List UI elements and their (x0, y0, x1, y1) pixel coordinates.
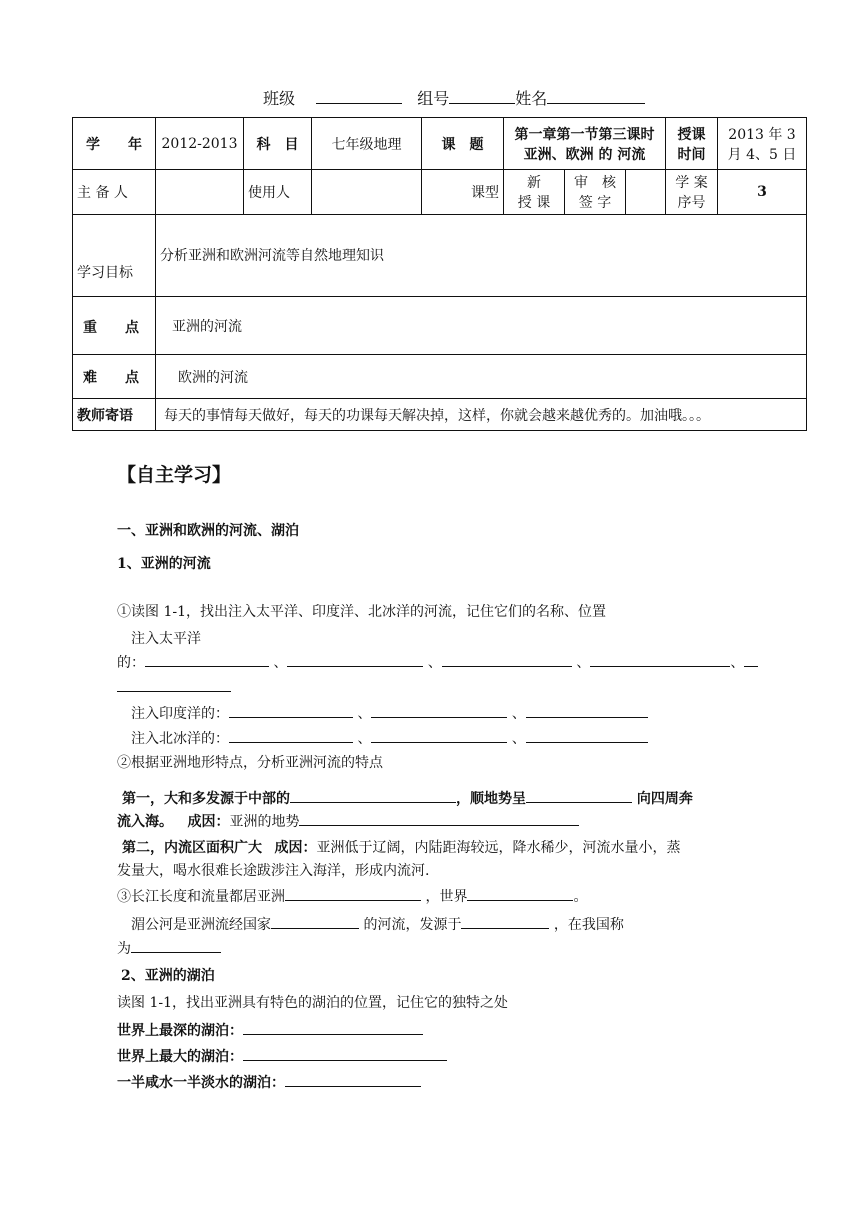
pacific-blank-5-cont[interactable] (117, 677, 231, 692)
subject-value: 七年级地理 (312, 118, 422, 170)
review-value[interactable] (626, 170, 666, 214)
objective-label: 学习目标 (73, 215, 156, 297)
user-label: 使用人 (244, 170, 312, 215)
difficulty-label: 难 点 (73, 355, 156, 399)
mekong-countries-blank[interactable] (271, 914, 359, 929)
lake-2-label: 世界上最大的湖泊： (117, 1049, 243, 1065)
mekong-china-name-blank[interactable] (131, 938, 221, 953)
lake-2-blank[interactable] (243, 1046, 447, 1061)
question-2: ②根据亚洲地形特点，分析亚洲河流的特点 (117, 755, 383, 771)
feature-1-blank-1[interactable] (290, 788, 456, 803)
separator: 、 (357, 706, 372, 722)
pacific-line (117, 652, 758, 672)
preparer-label: 主 备 人 (73, 170, 156, 215)
lake-1-line (117, 1020, 423, 1040)
pacific-blank-1[interactable] (145, 652, 269, 667)
mekong-text-a: 湄公河是亚洲流经国家 (131, 917, 271, 933)
teach-time-value-line2: 月 4、5 日 (727, 146, 797, 163)
name-blank[interactable] (547, 89, 645, 104)
table-row (73, 215, 807, 297)
plan-no-label-line2: 序号 (677, 195, 706, 211)
pacific-blank-5[interactable] (744, 652, 758, 667)
feature-1-text-c: 向四周奔 (636, 791, 693, 807)
separator: 、 (576, 655, 591, 671)
mekong-source-blank[interactable] (461, 914, 549, 929)
feature-1-text-d: 流入海。 (117, 814, 173, 830)
separator: 、 (730, 655, 745, 671)
teacher-msg-value: 每天的事情每天做好，每天的功课每天解决掉，这样，你就会越来越优秀的。加油哦。。。 (156, 399, 807, 431)
topic-value (504, 118, 666, 170)
question-3-text-c: 。 (573, 889, 588, 905)
mekong-line (131, 914, 624, 934)
feature-1-line (122, 788, 693, 808)
teach-time-label-line1: 授课 (677, 126, 706, 143)
lake-3-line (117, 1072, 421, 1092)
feature-2-text-1: 亚洲低于辽阔，内陆距海较远，降水稀少，河流水量小，蒸 (316, 840, 681, 856)
review-label (565, 170, 626, 214)
key-value: 亚洲的河流 (156, 297, 807, 355)
lesson-type-value-line1: 新 (527, 175, 541, 191)
heading-rivers-lakes: 一、亚洲和欧洲的河流、湖泊 (117, 523, 299, 539)
review-label-line2: 签 字 (578, 195, 612, 211)
pacific-blank-2[interactable] (287, 652, 423, 667)
objective-value: 分析亚洲和欧洲河流等自然地理知识 (156, 215, 807, 297)
pacific-blank-4[interactable] (590, 652, 730, 667)
feature-2-line (122, 837, 680, 857)
arctic-blank-1[interactable] (229, 728, 353, 743)
separator: 、 (357, 731, 372, 747)
feature-1-cause-text: 亚洲的地势 (229, 814, 300, 830)
plan-no-label (666, 170, 718, 215)
difficulty-value: 欧洲的河流 (156, 355, 807, 399)
lake-2-line (117, 1046, 447, 1066)
separator: 、 (273, 655, 288, 671)
lesson-type-value-line2: 授 课 (517, 195, 551, 211)
plan-no-label-line1: 学 案 (675, 175, 708, 191)
pacific-label-b: 的： (117, 655, 145, 671)
feature-2-text-a: 第二，内流区面积广大 (122, 840, 262, 856)
name-label: 姓名 (515, 89, 548, 108)
heading-asia-lakes: 2、亚洲的湖泊 (121, 968, 215, 984)
indian-label: 注入印度洋的： (131, 706, 229, 722)
lake-1-label: 世界上最深的湖泊： (117, 1023, 243, 1039)
inner-table (504, 170, 665, 214)
topic-value-line1: 第一章第一节第三课时 (514, 126, 655, 143)
topic-value-line2: 亚洲、欧洲 的 河流 (523, 146, 646, 163)
arctic-label: 注入北冰洋的： (131, 731, 229, 747)
group-blank[interactable] (449, 89, 515, 104)
lake-3-blank[interactable] (285, 1072, 421, 1087)
arctic-blank-2[interactable] (371, 728, 507, 743)
feature-2-cause-label: 成因： (274, 840, 317, 856)
indian-blank-2[interactable] (371, 703, 507, 718)
table-row (73, 399, 807, 431)
question-4: 读图 1-1，找出亚洲具有特色的湖泊的位置，记住它的独特之处 (117, 995, 508, 1011)
subject-label: 科 目 (244, 118, 312, 170)
mekong-text-c: ，在我国称 (553, 917, 624, 933)
question-3-text-b: ，世界 (425, 889, 468, 905)
teacher-msg-label: 教师寄语 (73, 399, 156, 431)
class-blank[interactable] (316, 89, 402, 104)
teach-time-label (666, 118, 718, 170)
separator: 、 (511, 706, 526, 722)
mekong-text-b: 的河流，发源于 (363, 917, 462, 933)
table-row (73, 297, 807, 355)
lesson-info-table (72, 117, 807, 431)
key-label: 重 点 (73, 297, 156, 355)
indian-blank-1[interactable] (229, 703, 353, 718)
table-row (73, 355, 807, 399)
table-row (73, 118, 807, 170)
feature-1-text-a: 第一，大和多发源于中部的 (122, 791, 290, 807)
section-title: 【自主学习】 (117, 464, 232, 486)
year-label: 学 年 (73, 118, 156, 170)
class-label: 班级 (263, 89, 296, 108)
yangtze-world-blank[interactable] (467, 886, 573, 901)
indian-blank-3[interactable] (526, 703, 648, 718)
arctic-blank-3[interactable] (526, 728, 648, 743)
student-info-line (263, 86, 645, 109)
table-row (73, 170, 807, 215)
teach-time-value (718, 118, 807, 170)
lake-3-label: 一半咸水一半淡水的湖泊： (117, 1075, 285, 1091)
indian-line (131, 703, 648, 723)
lake-1-blank[interactable] (243, 1020, 423, 1035)
separator: 、 (511, 731, 526, 747)
topic-label: 课 题 (422, 118, 504, 170)
question-3-line (117, 886, 587, 906)
review-label-line1: 审 核 (574, 175, 616, 191)
user-value[interactable] (312, 170, 422, 215)
mekong-line-2 (117, 938, 221, 958)
lesson-type-label: 课型 (422, 170, 504, 215)
feature-1-text-b: ，顺地势呈 (456, 791, 526, 807)
feature-2-text-2: 发量大，喝水很难长途跋涉注入海洋，形成内流河. (117, 863, 430, 879)
pacific-label-a: 注入太平洋 (131, 631, 201, 647)
feature-1-blank-2[interactable] (526, 788, 632, 803)
lesson-type-review-cell (504, 170, 666, 215)
teach-time-label-line2: 时间 (677, 146, 706, 163)
group-label: 组号 (417, 89, 450, 108)
separator: 、 (427, 655, 442, 671)
feature-1-cause-label: 成因： (187, 814, 230, 830)
mekong-text-d: 为 (117, 941, 131, 957)
heading-asia-rivers: 1、亚洲的河流 (117, 556, 211, 572)
feature-1-cause-line (117, 811, 579, 831)
feature-1-cause-blank[interactable] (299, 811, 579, 826)
plan-no-value: 3 (718, 170, 807, 215)
arctic-line (131, 728, 648, 748)
preparer-value[interactable] (156, 170, 244, 215)
yangtze-asia-blank[interactable] (285, 886, 421, 901)
question-1: ①读图 1-1，找出注入太平洋、印度洋、北冰洋的河流，记住它们的名称、位置 (117, 604, 606, 620)
question-3-text-a: ③长江长度和流量都居亚洲 (117, 889, 285, 905)
lesson-type-value (504, 170, 565, 214)
pacific-continuation (117, 677, 231, 696)
pacific-blank-3[interactable] (442, 652, 572, 667)
year-value: 2012-2013 (156, 118, 244, 170)
teach-time-value-line1: 2013 年 3 (728, 126, 796, 143)
